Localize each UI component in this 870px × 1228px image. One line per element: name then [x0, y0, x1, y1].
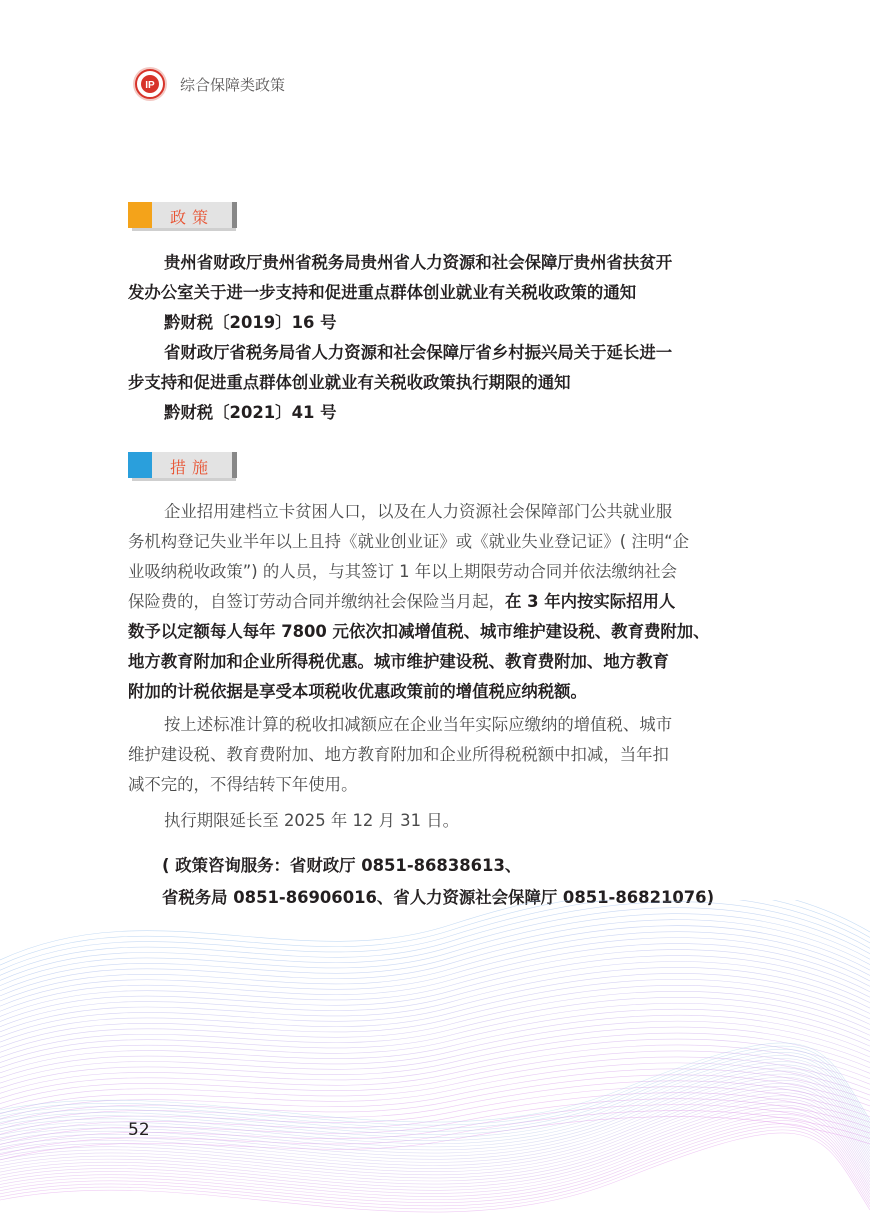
- measures-paragraph-2: [128, 710, 742, 800]
- page-header: [132, 64, 285, 104]
- policy-section-tag: [128, 202, 238, 232]
- p2-line3: 减不完的，不得结转下年使用。: [128, 775, 358, 794]
- p1-line2: 务机构登记失业半年以上且持《就业创业证》或《就业失业登记证》( 注明“企: [128, 532, 689, 551]
- contact-line1: ( 政策咨询服务：省财政厅 0851-86838613、: [162, 856, 522, 875]
- p1-line4-bold: 在 3 年内按实际招用人: [504, 592, 676, 611]
- policy-documents: [128, 248, 742, 428]
- header-title: 综合保障类政策: [180, 75, 286, 94]
- p1-line5: 数予以定额每人每年 7800 元依次扣减增值税、城市维护建设税、教育费附加、: [128, 622, 710, 641]
- doc1-number: 黔财税〔2019〕16 号: [164, 313, 337, 332]
- doc2-title-line1: 省财政厅省税务局省人力资源和社会保障厅省乡村振兴局关于延长进一: [164, 343, 673, 362]
- svg-text:IP: IP: [145, 80, 155, 91]
- p3-text: 执行期限延长至 2025 年 12 月 31 日。: [164, 811, 459, 830]
- doc2-title-line2: 步支持和促进重点群体创业就业有关税收政策执行期限的通知: [128, 373, 571, 392]
- policy-tag-label: 政策: [170, 208, 215, 227]
- p1-line6: 地方教育附加和企业所得税优惠。城市维护建设税、教育费附加、地方教育: [128, 652, 669, 671]
- page-number: 52: [128, 1120, 150, 1140]
- p1-line7: 附加的计税依据是享受本项税收优惠政策前的增值税应纳税额。: [128, 682, 587, 701]
- measures-paragraph-1: [128, 497, 742, 707]
- doc1-title-line1: 贵州省财政厅贵州省税务局贵州省人力资源和社会保障厅贵州省扶贫开: [164, 253, 673, 272]
- policy-tag-accent: [128, 202, 152, 228]
- decorative-waves: [0, 900, 870, 1228]
- p1-line4-normal: 保险费的，自签订劳动合同并缴纳社会保险当月起，: [128, 592, 505, 611]
- doc1-title-line2: 发办公室关于进一步支持和促进重点群体创业就业有关税收政策的通知: [128, 283, 637, 302]
- p2-line1: 按上述标准计算的税收扣减额应在企业当年实际应缴纳的增值税、城市: [164, 715, 673, 734]
- measures-tag-label: 措施: [170, 458, 215, 477]
- p1-line1: 企业招用建档立卡贫困人口，以及在人力资源社会保障部门公共就业服: [164, 502, 673, 521]
- measures-section-tag: [128, 452, 238, 482]
- doc2-number: 黔财税〔2021〕41 号: [164, 403, 337, 422]
- p1-line3: 业吸纳税收政策”) 的人员，与其签订 1 年以上期限劳动合同并依法缴纳社会: [128, 562, 678, 581]
- p2-line2: 维护建设税、教育费附加、地方教育附加和企业所得税税额中扣减，当年扣: [128, 745, 669, 764]
- emblem-logo-icon: [132, 66, 168, 102]
- contact-line2: 省税务局 0851-86906016、省人力资源社会保障厅 0851-86821076): [162, 888, 715, 907]
- measures-paragraph-3: [128, 806, 742, 836]
- measures-tag-accent: [128, 452, 152, 478]
